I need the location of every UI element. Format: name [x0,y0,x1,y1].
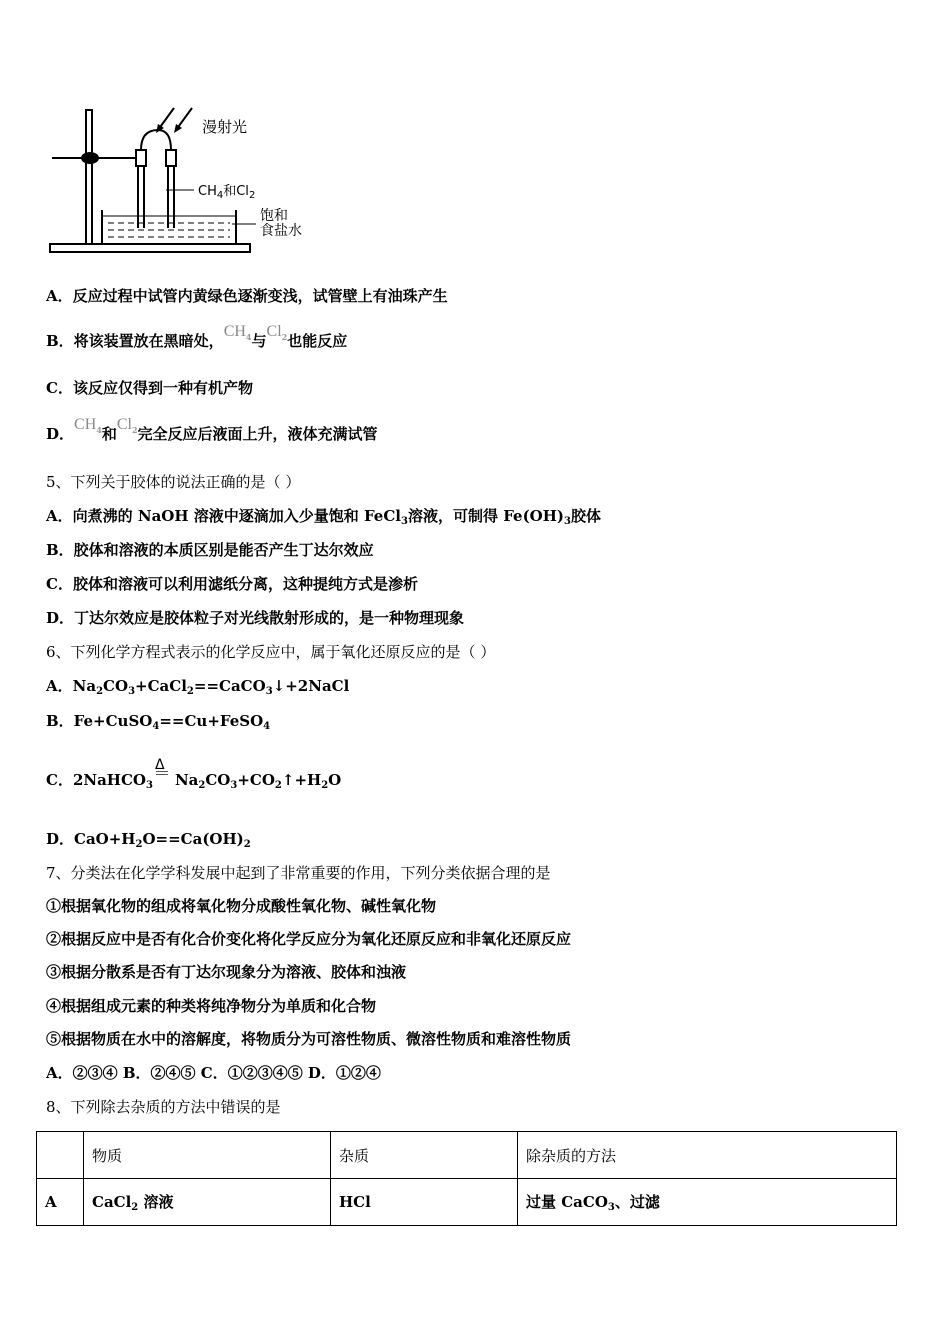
q6-c-sub: 2 [198,780,206,791]
q4-d-ch: CH [74,416,97,433]
q6-b-part: ==Cu+FeSO [159,712,264,730]
table-header-cell: 除杂质的方法 [518,1132,897,1179]
q7-options: A．②③④ B．②④⑤ C．①②③④⑤ D．①②④ [46,1064,381,1082]
table-header-cell: 杂质 [331,1132,518,1179]
q7-item-5: ⑤根据物质在水中的溶解度，将物质分为可溶性物质、微溶性物质和难溶性物质 [46,1030,572,1048]
q4-option-a: A．反应过程中试管内黄绿色逐渐变浅，试管壁上有油珠产生 [46,287,448,305]
q5-a-2: 溶液，可制得 Fe(OH) [407,507,564,525]
table-header-row [37,1132,897,1179]
q6-d-part: D．CaO+H [46,830,136,848]
tube-stopper-right [166,150,176,166]
q6-d-sub: 2 [135,839,143,850]
q7-item-3: ③根据分散系是否有丁达尔现象分为溶液、胶体和浊液 [46,963,407,981]
water-label-1: 饱和 [260,208,288,224]
q5-option-b: B．胶体和溶液的本质区别是能否产生丁达尔效应 [46,541,374,559]
q4-option-b [46,323,348,357]
q7-stem: 7、分类法在化学学科发展中起到了非常重要的作用，下列分类依据合理的是 [46,864,551,882]
q6-b-part: B．Fe+CuSO [46,712,153,730]
table-row [37,1179,897,1226]
q6-b-sub: 4 [152,721,160,732]
q4-b-post: 也能反应 [287,332,348,350]
q4-d-pre: D． [46,425,75,443]
q6-a-part: ==CaCO [193,677,266,695]
q4-d-cl: Cl [116,416,132,433]
q6-c-part: +CO [237,771,275,789]
q6-c-part: CO [205,771,231,789]
substance-part: CaCl [92,1193,132,1211]
q4-b-pre: B．将该装置放在黑暗处， [46,332,224,350]
q7-item-2: ②根据反应中是否有化合价变化将化学反应分为氧化还原反应和非氧化还原反应 [46,930,572,948]
equal-bar [156,771,168,775]
q6-b-sub: 4 [263,721,271,732]
q6-stem: 6、下列化学方程式表示的化学反应中，属于氧化还原反应的是（ ） [46,643,496,661]
q5-a-1: A．向煮沸的 NaOH 溶液中逐滴加入少量饱和 FeCl [46,507,401,525]
q7-item-1: ①根据氧化物的组成将氧化物分成酸性氧化物、碱性氧化物 [46,897,437,915]
q5-a-sub2: 3 [564,516,571,527]
q5-option-a [46,506,601,532]
q4-d-cl-sub: 2 [131,425,138,435]
q4-b-mid: 与 [251,332,267,350]
q4-option-d [46,416,378,450]
q6-c-part: Na [174,771,199,789]
delta-icon: Δ [154,757,165,773]
q7-item-4: ④根据组成元素的种类将纯净物分为单质和化合物 [46,997,377,1015]
q4-b-ch-sub: 4 [245,332,252,342]
gas-label-sub4: 4 [216,190,224,201]
q4-d-mid: 和 [101,425,117,443]
q5-a-sub1: 3 [401,516,408,527]
q6-option-a [46,676,349,702]
q6-a-part: +CaCl [135,677,187,695]
table-header-cell: 物质 [84,1132,331,1179]
table-header-cell [37,1132,84,1179]
q6-a-part: ↓+2NaCl [272,677,350,695]
q8-stem: 8、下列除去杂质的方法中错误的是 [46,1098,281,1116]
q6-c-part: O [328,771,342,789]
table-cell-impurity: HCl [331,1179,518,1226]
q6-d-sub: 2 [243,839,251,850]
q6-a-sub: 2 [96,686,104,697]
q5-stem: 5、下列关于胶体的说法正确的是（ ） [46,473,301,491]
q6-c-part: C．2NaHCO [46,771,146,789]
q6-a-sub: 3 [128,686,136,697]
table-cell-method [518,1179,897,1226]
gas-label-ch: CH [198,184,217,199]
stand-rod [86,110,92,244]
table-cell-substance [84,1179,331,1226]
apparatus-figure [46,100,346,260]
impurity-table [36,1131,897,1226]
method-sub: 3 [607,1202,615,1213]
light-arrow-head [174,124,182,133]
q6-c-sub: 2 [321,780,329,791]
q5-option-c: C．胶体和溶液可以利用滤纸分离，这种提纯方式是渗析 [46,575,418,593]
stand-base [50,244,250,252]
substance-sub: 2 [131,1202,139,1213]
q6-a-part: CO [103,677,129,695]
q6-c-sub: 3 [230,780,238,791]
substance-part: 溶液 [138,1193,174,1211]
q6-a-part: A．Na [46,677,97,695]
light-label: 漫射光 [202,118,248,136]
table-cell-label: A [37,1179,84,1226]
q5-a-3: 胶体 [570,507,601,525]
q6-c-part: ↑+H [281,771,322,789]
q4-b-cl: Cl [266,323,282,340]
q6-c-sub: 2 [274,780,282,791]
q4-d-ch-sub: 4 [96,425,102,435]
gas-label-mid: 和Cl [223,184,249,199]
gas-label-sub2: 2 [248,190,256,201]
q6-option-c [46,757,342,796]
q6-c-sub: 3 [145,780,153,791]
method-part: 过量 CaCO [526,1193,608,1211]
water-label-2: 食盐水 [260,223,302,239]
q4-option-c: C．该反应仅得到一种有机产物 [46,379,253,397]
q6-d-part: O==Ca(OH) [142,830,244,848]
method-part: 、过滤 [614,1193,660,1211]
q4-d-post: 完全反应后液面上升，液体充满试管 [137,425,378,443]
tube-stopper-left [136,150,146,166]
q4-b-ch: CH [223,323,246,340]
q6-option-d [46,829,251,855]
q5-option-d: D．丁达尔效应是胶体粒子对光线散射形成的，是一种物理现象 [46,609,465,627]
q6-option-b [46,711,270,737]
q6-a-sub: 3 [265,686,273,697]
gas-label [198,180,255,201]
q6-a-sub: 2 [186,686,194,697]
q4-b-cl-sub: 2 [281,332,288,342]
